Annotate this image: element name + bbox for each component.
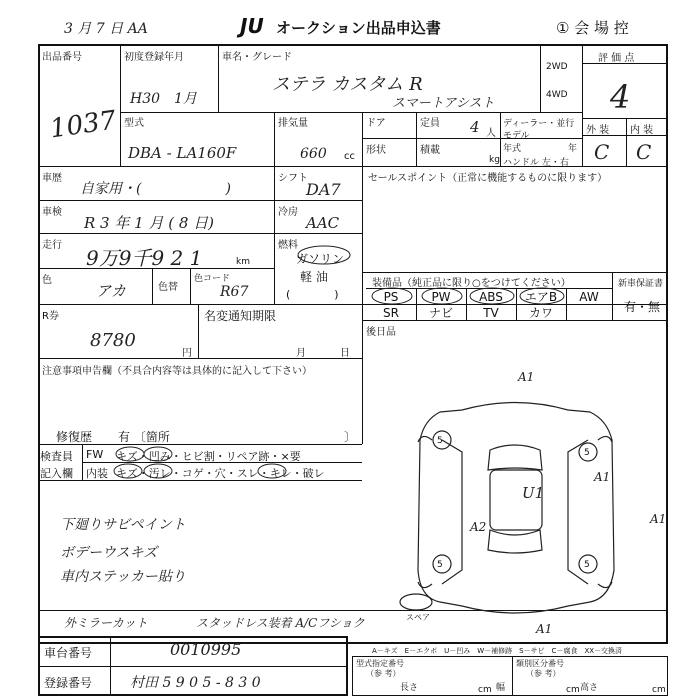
damage-right: A1 xyxy=(594,470,611,484)
length-unit: cm xyxy=(478,685,492,695)
load-label: 積載 xyxy=(420,145,440,156)
color-change-label: 色替 xyxy=(158,282,178,293)
door-label: ドア xyxy=(366,118,386,129)
ju-logo: JU xyxy=(240,14,264,38)
equip-aw: AW xyxy=(579,289,599,304)
capacity-value: 4 xyxy=(470,118,480,136)
damage-far-right: A1 xyxy=(650,512,667,526)
evaluation-label: 評 価 点 xyxy=(598,53,635,64)
spare-label: スペア xyxy=(406,613,430,622)
interior-check-label: 内装 xyxy=(86,467,108,480)
car-damage-diagram xyxy=(362,340,668,640)
equipment-circles xyxy=(368,286,568,306)
warranty-value: 有・無 xyxy=(624,300,661,314)
rear-item-label: 後日品 xyxy=(366,327,396,338)
wheel-rr: 5 xyxy=(584,560,590,570)
inspector-label: 検査員 xyxy=(40,450,73,463)
wheel-fl: 5 xyxy=(437,436,443,446)
note-line-1: 下廻りサビペイント xyxy=(60,517,186,533)
first-reg-label: 初度登録年月 xyxy=(124,52,184,63)
equip-abs: ABS xyxy=(479,289,503,304)
displacement-unit: cc xyxy=(344,151,355,162)
damage-left: A2 xyxy=(470,520,487,534)
sales-point-label: セールスポイント（正常に機能するものに限ります） xyxy=(368,173,608,184)
history-label: 車歴 xyxy=(42,173,62,184)
equip-tv: TV xyxy=(483,305,499,320)
fuel-gasoline: ガソリン xyxy=(296,252,345,266)
interior-grade: C xyxy=(636,140,652,164)
equip-navi: ナビ xyxy=(428,306,453,320)
type-label: 型式 xyxy=(124,118,144,129)
history-value: 自家用・( ) xyxy=(80,181,231,197)
model-name: ステラ カスタム R xyxy=(272,74,423,95)
height-label: 高さ xyxy=(580,683,599,693)
interior-check-items: キズ・汚レ・コゲ・穴・スレ・キレ・破レ xyxy=(116,467,325,480)
fuel-diesel: 軽 油 xyxy=(300,270,328,284)
mileage-label: 走行 xyxy=(42,240,62,251)
category-ref: （参 考） xyxy=(526,669,561,678)
designation-ref: （参 考） xyxy=(366,669,401,678)
equipment-label: 装備品（純正品に限り○をつけてください） xyxy=(372,278,571,289)
remarks-label: 注意事項申告欄（不具合内容等は具体的に記入して下さい） xyxy=(42,366,312,377)
note-line-3: 車内ステッカー貼り xyxy=(60,569,186,585)
category-label: 類別区分番号 xyxy=(516,659,564,668)
fuel-circle xyxy=(294,240,354,266)
equip-leather: カワ xyxy=(528,306,553,320)
lot-number: 1037 xyxy=(48,105,118,145)
cooling-value: AAC xyxy=(306,214,340,232)
venue-copy-label: ① 会 場 控 xyxy=(556,19,629,37)
lot-label: 出品番号 xyxy=(42,52,82,63)
load-unit: kg xyxy=(489,155,500,165)
notice-label: 名変通知期限 xyxy=(204,309,277,323)
recycle-unit: 円 xyxy=(182,348,192,359)
wheel-fr: 5 xyxy=(584,448,590,458)
color-code-label: 色コード xyxy=(194,274,231,284)
color-value: アカ xyxy=(96,282,126,300)
model-grade: スマートアシスト xyxy=(392,96,495,111)
note-line-4: 外ミラーカット xyxy=(64,616,148,630)
notice-day: 日 xyxy=(340,348,350,359)
exterior-label: 外 装 xyxy=(586,125,610,136)
color-label: 色 xyxy=(42,275,52,286)
repair-close: 〕 xyxy=(344,430,357,444)
inspector-circles xyxy=(112,444,292,480)
capacity-unit: 人 xyxy=(486,128,496,139)
first-reg-value: H30 1月 xyxy=(130,91,197,107)
capacity-label: 定員 xyxy=(420,118,440,129)
chassis-label: 車台番号 xyxy=(44,646,93,660)
shift-label: シフト xyxy=(278,173,308,184)
damage-rear: A1 xyxy=(536,622,553,636)
recycle-value: 8780 xyxy=(90,330,136,351)
cooling-label: 冷房 xyxy=(278,207,298,218)
evaluation-score: 4 xyxy=(610,78,631,116)
mileage-value: 9万9千9 2 1 xyxy=(86,246,203,270)
repair-value: 有 〔箇所 xyxy=(118,430,170,444)
displacement-value: 660 xyxy=(300,146,327,162)
damage-front: A1 xyxy=(518,370,535,384)
displacement-label: 排気量 xyxy=(278,118,308,129)
year-unit: 年 xyxy=(568,144,578,154)
equip-ps: PS xyxy=(383,289,399,304)
form-title: オークション出品申込書 xyxy=(276,19,441,37)
repair-label: 修復歴 xyxy=(56,430,93,444)
warranty-label: 新車保証書 xyxy=(618,279,664,289)
fw-items: キズ・凹み・ヒビ割・リペア跡・×要 xyxy=(116,450,301,463)
date: 3 月 7 日 AA xyxy=(64,21,148,37)
fw-label: FW xyxy=(86,448,104,461)
model-year-label: モデル xyxy=(503,131,530,141)
designation-label: 型式指定番号 xyxy=(356,659,404,668)
drive-2wd: 2WD xyxy=(546,62,568,72)
mileage-unit: km xyxy=(236,257,250,267)
fuel-other: ( ) xyxy=(286,288,339,301)
height-unit: cm xyxy=(652,685,666,695)
equip-pw: PW xyxy=(431,289,451,304)
reg-no-value: 村田 5 9 0 5 - 8 3 0 xyxy=(130,675,261,691)
year-label: 年式 xyxy=(503,144,522,154)
color-code-value: R67 xyxy=(220,284,249,300)
shift-value: DA7 xyxy=(306,180,341,199)
dealer-label: ディーラー・並行 xyxy=(503,119,575,129)
chassis-value: 0010995 xyxy=(170,640,242,659)
drive-4wd: 4WD xyxy=(546,90,568,100)
note-line-5: スタッドレス装着 A/Cフショク xyxy=(196,616,365,630)
damage-legend: A－キズ E－エクボ U－凹み W－補修跡 S－サビ C－腐食 XX－交換済 xyxy=(372,647,623,655)
shape-label: 形状 xyxy=(366,145,386,156)
exterior-grade: C xyxy=(594,140,610,164)
inspection-value: R 3 年 1 月 ( 8 日) xyxy=(84,214,215,232)
fuel-label: 燃料 xyxy=(278,240,298,251)
interior-label: 内 装 xyxy=(630,125,654,136)
note-line-2: ボデーウスキズ xyxy=(60,545,158,561)
equip-sr: SR xyxy=(383,305,399,320)
model-label: 車名・グレード xyxy=(222,52,292,63)
width-unit: cm xyxy=(566,685,580,695)
handle-label: ハンドル 左・右 xyxy=(503,158,569,168)
damage-roof: U1 xyxy=(522,484,545,502)
width-label: 幅 xyxy=(496,683,506,693)
recycle-label: R券 xyxy=(42,311,59,322)
reg-no-label: 登録番号 xyxy=(44,676,93,690)
type-value: DBA - LA160F xyxy=(128,144,237,162)
notice-month: 月 xyxy=(296,348,306,359)
equip-airbag: エアB xyxy=(524,290,558,304)
length-label: 長さ xyxy=(400,683,419,693)
inspector-entry-label: 記入欄 xyxy=(40,467,73,480)
inspection-label: 車検 xyxy=(42,207,62,218)
wheel-rl: 5 xyxy=(437,560,443,570)
